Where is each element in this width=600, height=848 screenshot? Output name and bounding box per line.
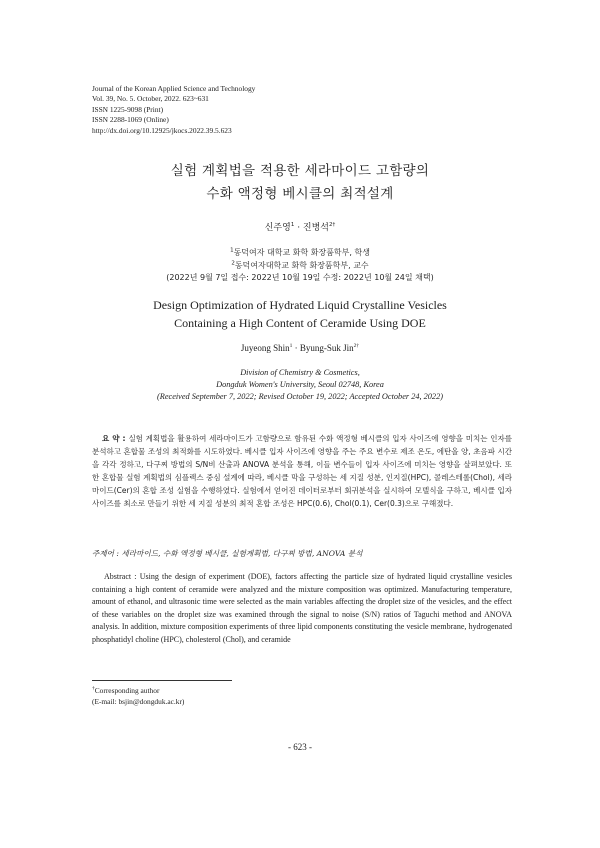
doi-link[interactable]: http://dx.doi.org/10.12925/jkocs.2022.39.5.623 [92, 125, 232, 135]
korean-affil-1-text: 동덕여자 대학교 화학 화장품학부, 학생 [233, 248, 370, 257]
korean-affil-1-sup: 1 [230, 247, 234, 254]
english-title-line2: Containing a High Content of Ceramide Using DOE [174, 316, 426, 330]
korean-affil-2-text: 동덕여자대학교 화학 화장품학부, 교수 [234, 260, 369, 270]
english-author-separator: · [292, 343, 300, 353]
journal-info [92, 84, 255, 136]
korean-abstract-label: 요 약 : [102, 434, 129, 443]
footnote-email[interactable]: (E-mail: bsjin@dongduk.ac.kr) [92, 696, 185, 706]
english-dates: (Received September 7, 2022; Revised October 19, 2022; Accepted October 24, 2022) [157, 392, 443, 401]
english-author-1-sup: 1 [289, 343, 293, 349]
korean-author-2: 진병석 [302, 223, 330, 233]
korean-abstract [92, 432, 512, 511]
english-title [0, 296, 600, 332]
english-author-2-sup: 2† [353, 343, 360, 349]
korean-affiliation-2 [0, 260, 600, 273]
footnote [92, 686, 184, 707]
korean-author-2-sup: 2† [329, 222, 336, 228]
english-abstract-label: Abstract : [104, 572, 140, 581]
footnote-corresponding [92, 686, 184, 697]
korean-dates: (2022년 9월 7일 접수: 2022년 10월 19일 수정: 2022년 10월 24일 채택) [166, 273, 434, 282]
korean-title-line2: 수화 액정형 베시클의 최적설계 [206, 186, 394, 202]
korean-affil-2-sup: 2 [231, 259, 235, 266]
journal-name: Journal of the Korean Applied Science and Technology [92, 84, 256, 93]
korean-author-1-sup: 1 [290, 222, 295, 228]
korean-affiliations [0, 247, 600, 285]
journal-volume: Vol. 39, No. 5. October, 2022. 623~631 [92, 94, 209, 104]
korean-keywords: 주제어 : 세라마이드, 수화 액정형 베시클, 실험계획법, 다구찌 방법, ANOVA 분석 [92, 549, 363, 558]
korean-title [0, 160, 600, 206]
english-title-line1: Design Optimization of Hydrated Liquid Crystalline Vesicles [153, 298, 447, 312]
english-abstract [92, 571, 512, 646]
footnote-line1: Corresponding author [94, 686, 160, 695]
english-affiliation [0, 367, 600, 403]
english-affil-line2: Dongduk Women's University, Seoul 02748, Korea [216, 380, 384, 389]
english-affil-line1: Division of Chemistry & Cosmetics, [240, 368, 360, 377]
issn-print: ISSN 1225-9098 (Print) [92, 104, 164, 114]
english-author-1: Juyeong Shin [240, 343, 290, 353]
korean-title-line1: 실험 계획법을 적용한 세라마이드 고함량의 [170, 163, 430, 179]
footnote-divider [92, 680, 232, 681]
issn-online: ISSN 2288-1069 (Online) [92, 115, 169, 125]
korean-authors [0, 220, 600, 233]
korean-abstract-text: 실험 계획법을 활용하여 세라마이드가 고함량으로 함유된 수화 액정형 베시클의 입자 사이즈에 영향을 미치는 인자를 분석하고 혼합물 조성의 최적화를 시도하였다. 베시클 입자 사이즈에 영향을 주는 주요 변수로 제조 온도, 에탄올 양, 초음파 시간을 각각 정하고, 다구찌 방법의 S/N비 산출과 ANOVA 분석을 통해, 이들 변수들이 입자 사이즈에 미치는 영향을 살펴보았다. 또한 혼합물 실험 계획법의 심플렉스 중심 설계에 따라, 베시클 막을 구성하는 세 지질 성분, 인지질(HPC), 콜레스테롤(Chol), 세라마이드(Cer)의 혼합 조성 실험을 수행하였다. 실험에서 얻어진 데이터로부터 회귀분석을 실시하여 모델식을 구하고, 베시클 입자 사이즈를 최소로 만들기 위한 세 지질 성분의 최적 혼합 조성은 HPC(0.6), Chol(0.1), Cer(0.3)으로 구해졌다. [92, 434, 512, 509]
korean-affiliation-1 [0, 247, 600, 260]
english-abstract-text: Using the design of experiment (DOE), factors affecting the particle size of hydrated liquid crystalline vesicles containing a high content of ceramide were analyzed and the mixture composition was optimized. Manufacturing temperature, amount of ethanol, and ultrasonic time were selected as the main variables affecting the droplet size of the vesicles, and the effect of these variables on the droplet size was examined through the signal to noise (S/N) ratios of Taguchi method and ANOVA analysis. In addition, mixture composition experiments of three lipid components constituting the vesicle membrane, hydrogenated phosphatidyl choline (HPC), cholesterol (Chol), and ceramide [92, 572, 512, 644]
english-author-2: Byung-Suk Jin [299, 343, 354, 353]
korean-author-separator: · [294, 223, 303, 233]
page-number: - 623 - [288, 742, 312, 752]
dagger-mark: † [92, 685, 95, 692]
korean-author-1: 신주영 [264, 223, 291, 233]
english-authors [0, 343, 600, 353]
